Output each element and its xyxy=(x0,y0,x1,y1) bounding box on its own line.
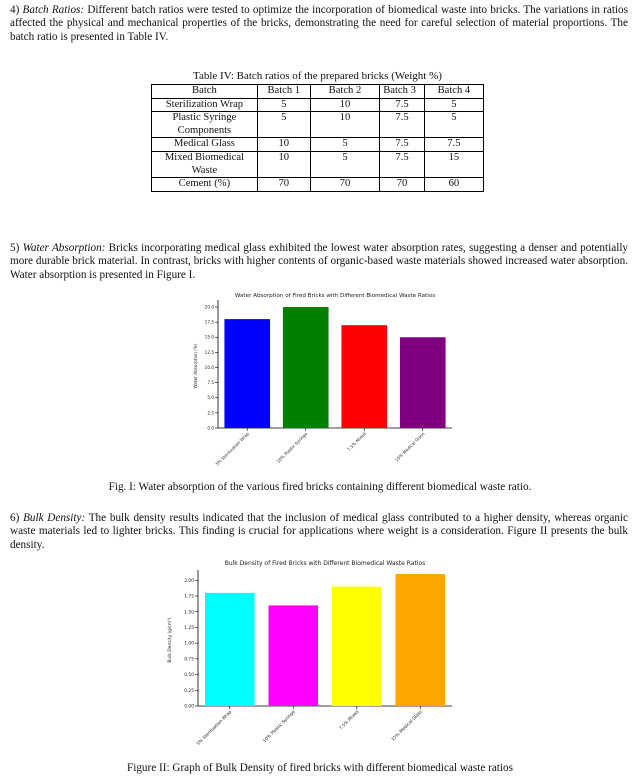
table-cell: 7.5 xyxy=(380,151,425,177)
table-cell: 10 xyxy=(310,98,380,112)
y-tick-label: 1.25 xyxy=(184,625,194,631)
table-cell: 7.5 xyxy=(380,112,425,138)
x-tick-label: 7.5% Mixed xyxy=(338,709,361,732)
y-tick-label: 20.0 xyxy=(204,304,214,310)
table-cell: Cement (%) xyxy=(152,178,258,192)
y-tick-label: 7.5 xyxy=(207,380,214,386)
table-header-cell: Batch 4 xyxy=(424,85,483,99)
table-cell: 5 xyxy=(310,151,380,177)
section-batch-ratios xyxy=(10,4,628,44)
y-tick-label: 1.75 xyxy=(184,594,194,600)
table-cell: 7.5 xyxy=(424,138,483,152)
table-cell: 5 xyxy=(424,98,483,112)
table-cell: 15 xyxy=(424,151,483,177)
section-bulk-density xyxy=(10,512,628,552)
table-cell: 5 xyxy=(424,112,483,138)
bar xyxy=(205,593,255,706)
y-tick-label: 15.0 xyxy=(204,334,214,340)
section-number: 4) xyxy=(10,4,20,16)
y-tick-label: 2.00 xyxy=(184,578,194,584)
section-water-absorption xyxy=(10,242,628,282)
y-tick-label: 12.5 xyxy=(204,349,214,355)
bar xyxy=(224,319,270,428)
table-cell: 7.5 xyxy=(380,98,425,112)
table-cell: 10 xyxy=(257,138,310,152)
y-tick-label: 17.5 xyxy=(204,319,214,325)
y-tick-label: 0.25 xyxy=(184,688,194,694)
batch-ratio-table xyxy=(151,84,484,192)
table-cell: 5 xyxy=(257,112,310,138)
table-cell: 70 xyxy=(257,178,310,192)
y-tick-label: 0.0 xyxy=(207,425,214,431)
bar xyxy=(395,574,445,706)
table-row xyxy=(152,151,484,177)
section-number: 6) xyxy=(10,512,20,524)
section-heading: Bulk Density: xyxy=(23,512,86,524)
table-header-cell: Batch xyxy=(152,85,258,99)
table-cell: Medical Glass xyxy=(152,138,258,152)
y-tick-label: 2.5 xyxy=(207,410,214,416)
y-tick-label: 0.75 xyxy=(184,657,194,663)
y-tick-label: 10.0 xyxy=(204,364,214,370)
y-tick-label: 0.50 xyxy=(184,673,194,679)
table-cell: Sterilization Wrap xyxy=(152,98,258,112)
y-tick-label: 1.50 xyxy=(184,610,194,616)
table-cell: Plastic Syringe Components xyxy=(152,112,258,138)
x-tick-label: 7.5% Mixed xyxy=(346,431,367,452)
bar xyxy=(268,605,318,706)
section-heading: Water Absorption: xyxy=(22,242,106,254)
table-row xyxy=(152,178,484,192)
table-cell: 60 xyxy=(424,178,483,192)
table-cell: 5 xyxy=(257,98,310,112)
bar xyxy=(332,587,382,706)
section-heading: Batch Ratios: xyxy=(22,4,85,16)
x-tick-label: 10% Plastic Syringe xyxy=(262,709,297,745)
bar xyxy=(400,337,446,428)
table-header-cell: Batch 1 xyxy=(257,85,310,99)
table-header-cell: Batch 2 xyxy=(310,85,380,99)
x-tick-label: 15% Medical Glass xyxy=(394,431,426,463)
table-caption: Table IV: Batch ratios of the prepared bricks (Weight %) xyxy=(193,70,442,82)
table-cell: 70 xyxy=(310,178,380,192)
figure-1-caption: Fig. I: Water absorption of the various fired bricks containing different biomedical waste ratio. xyxy=(108,481,532,493)
table-row xyxy=(152,138,484,152)
section-text: Different batch ratios were tested to optimize the incorporation of biomedical waste into bricks. The variations in ratios affected the physical and mechanical properties of the bricks, demonstrating the need for careful selection of material proportions. The batch ratio is presented in Table IV. xyxy=(10,4,628,43)
table-header-cell: Batch 3 xyxy=(380,85,425,99)
section-text: The bulk density results indicated that the inclusion of medical glass contributed to a higher density, whereas organic waste materials led to lighter bricks. This finding is crucial for applications where weight is a consideration. Figure II presents the bulk density. xyxy=(10,512,629,551)
y-tick-label: 1.00 xyxy=(184,641,194,647)
x-tick-label: 5% Sterilization Wrap xyxy=(214,431,250,467)
section-number: 5) xyxy=(10,242,20,254)
bar xyxy=(341,325,387,428)
y-axis-label: Water Absorption (%) xyxy=(193,343,198,389)
section-text: Bricks incorporating medical glass exhibited the lowest water absorption rates, suggesting a denser and potentially more durable brick material. In contrast, bricks with higher contents of organic-based waste materials showed increased water absorption. Water absorption is presented in Figure I. xyxy=(10,242,629,281)
water-absorption-chart xyxy=(190,288,460,476)
bulk-density-chart xyxy=(162,556,462,762)
table-cell: 10 xyxy=(257,151,310,177)
table-row xyxy=(152,112,484,138)
bar xyxy=(283,307,329,428)
figure-2-caption: Figure II: Graph of Bulk Density of fired bricks with different biomedical waste ratios xyxy=(127,762,513,774)
y-tick-label: 0.00 xyxy=(184,704,194,710)
x-tick-label: 10% Plastic Syringe xyxy=(275,431,309,465)
x-tick-label: 5% Sterilization Wrap xyxy=(196,709,234,747)
table-cell: 7.5 xyxy=(380,138,425,152)
table-cell: 70 xyxy=(380,178,425,192)
table-cell: 5 xyxy=(310,138,380,152)
table-cell: 10 xyxy=(310,112,380,138)
chart-title: Water Absorption of Fired Bricks with Different Biomedical Waste Ratios xyxy=(234,293,436,299)
x-tick-label: 15% Medical Glass xyxy=(390,709,424,743)
table-header-row xyxy=(152,85,484,99)
y-axis-label: Bulk Density (g/cm³) xyxy=(168,617,173,663)
table-row xyxy=(152,98,484,112)
table-cell: Mixed Biomedical Waste xyxy=(152,151,258,177)
y-tick-label: 5.0 xyxy=(207,395,214,401)
chart-title: Bulk Density of Fired Bricks with Different Biomedical Waste Ratios xyxy=(224,560,426,567)
